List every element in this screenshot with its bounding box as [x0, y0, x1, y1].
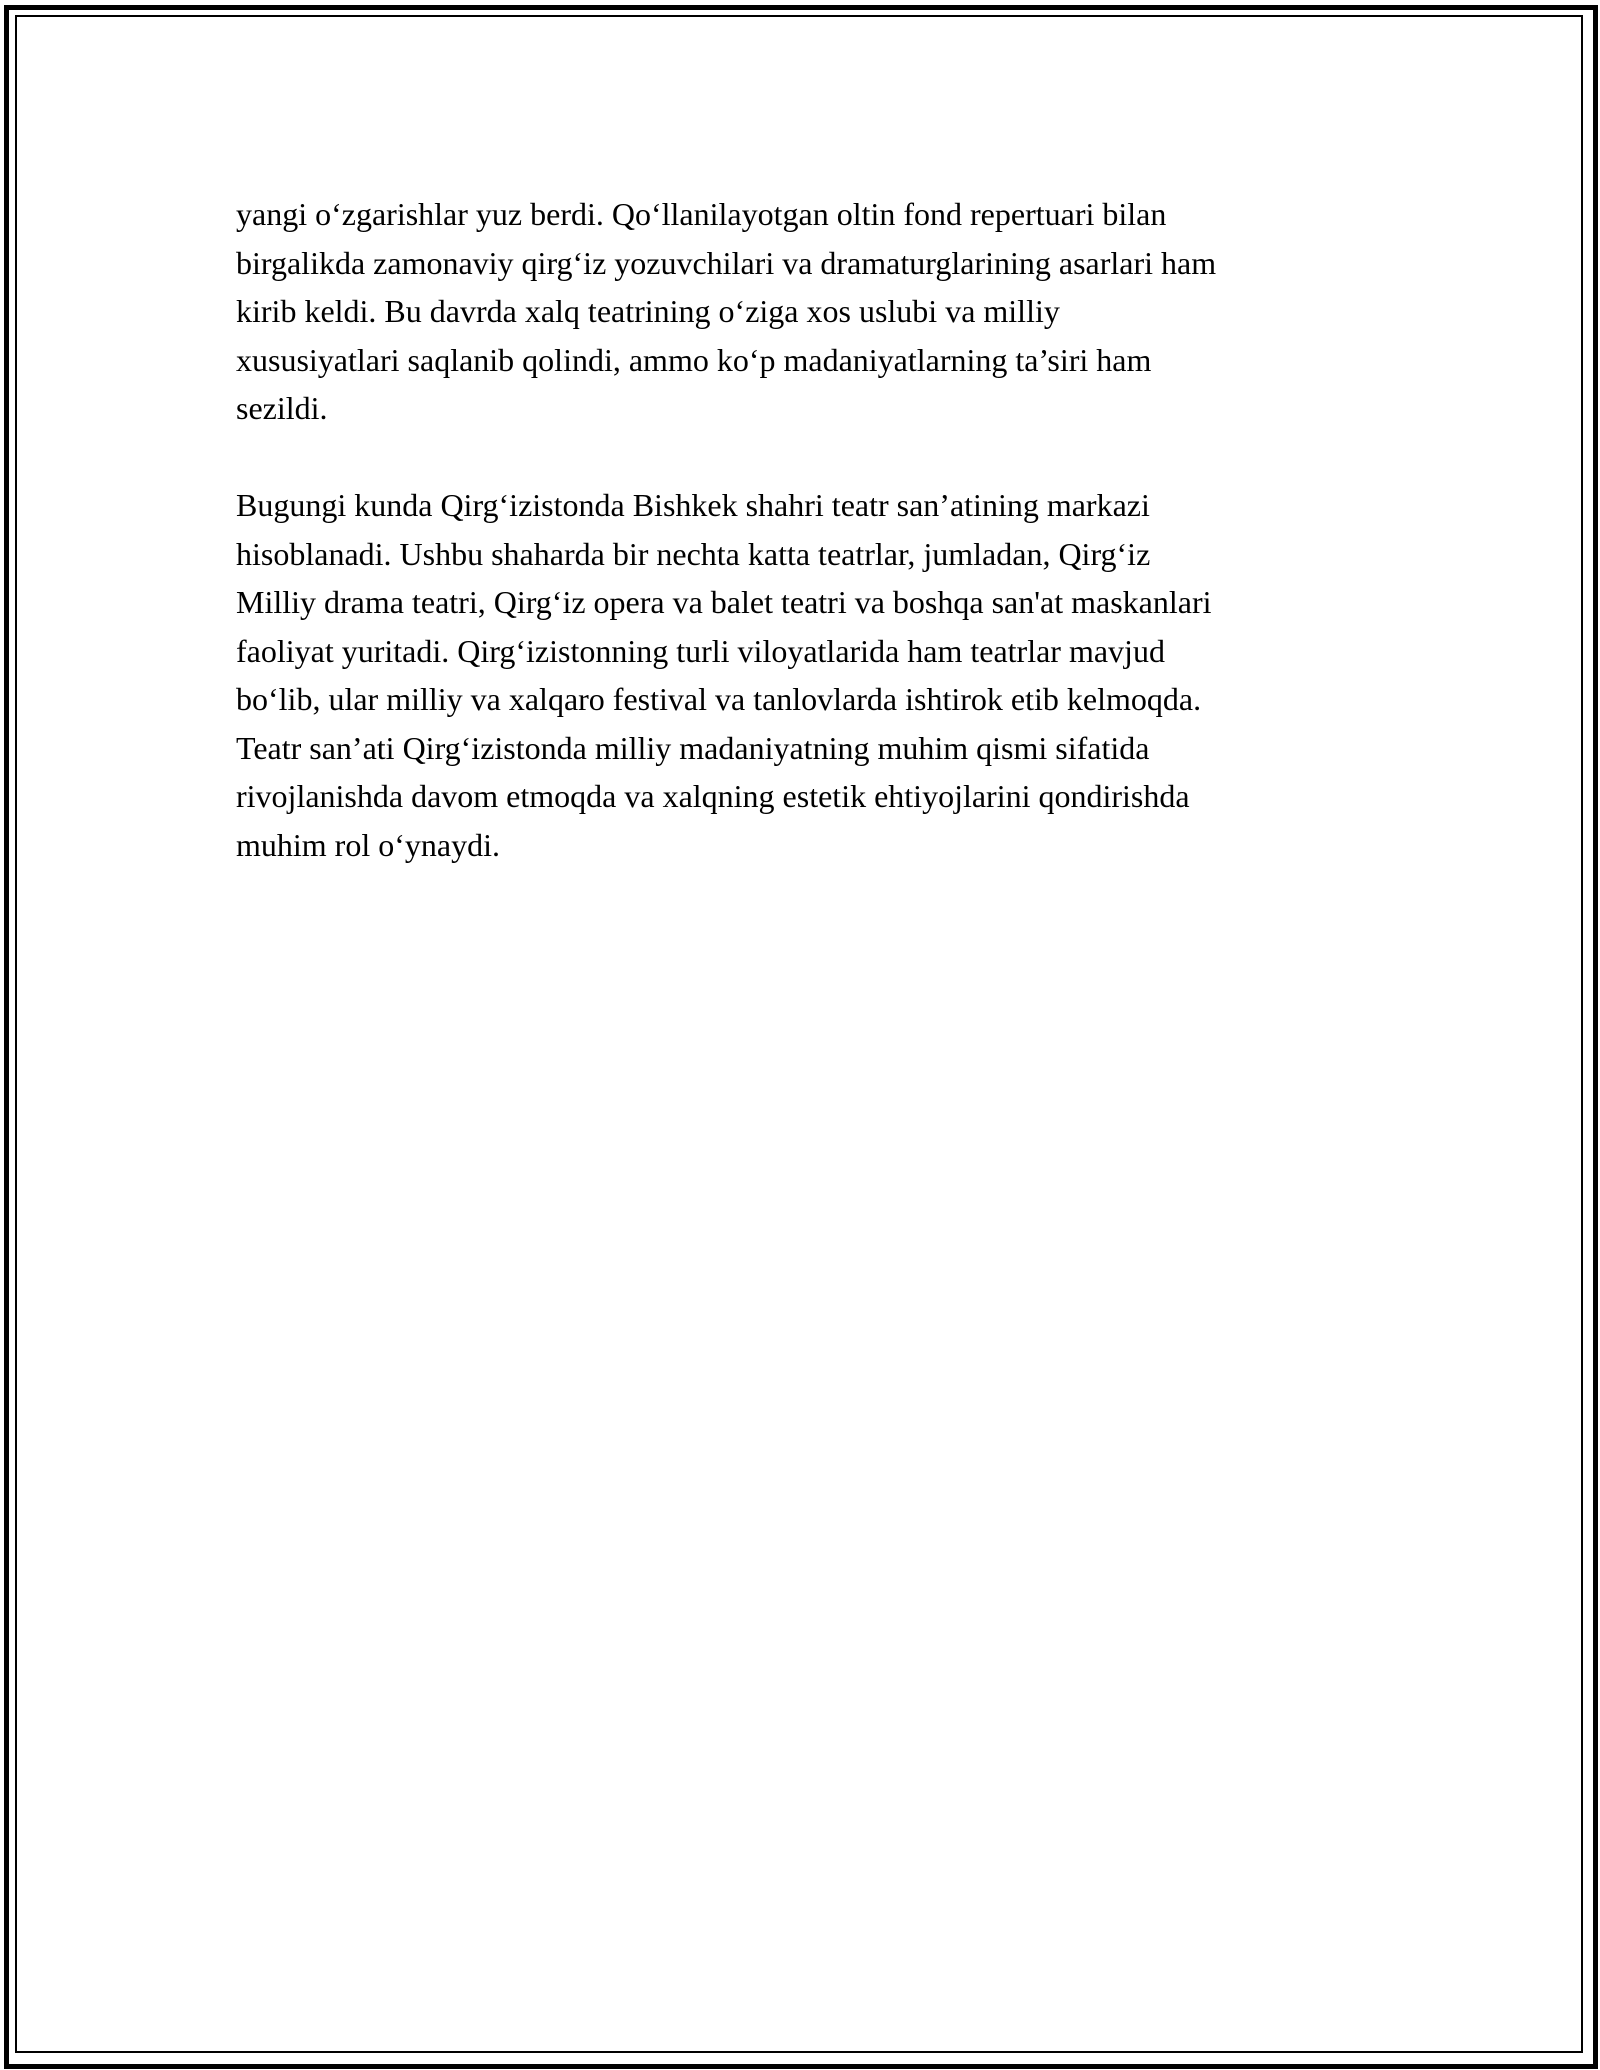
- paragraph-1: yangi o‘zgarishlar yuz berdi. Qo‘llanilayotgan oltin fond repertuari bilan birgalikda zamonaviy qirg‘iz yozuvchilari va dramaturglarining asarlari ham kirib keldi. Bu davrda xalq teatrining o‘ziga xos uslubi va milliy xususiyatlari saqlanib qolindi, ammo ko‘p madaniyatlarning ta’siri ham sezildi.: [236, 196, 1217, 426]
- paragraph-2: Bugungi kunda Qirg‘izistonda Bishkek shahri teatr san’atining markazi hisoblanadi. Ushbu shaharda bir nechta katta teatrlar, jumladan, Qirg‘iz Milliy drama teatri, Qirg‘iz opera va balet teatri va boshqa san'at maskanlari faoliyat yuritadi. Qirg‘izistonning turli viloyatlarida ham teatrlar mavjud bo‘lib, ular milliy va xalqaro festival va tanlovlarda ishtirok etib kelmoqda. Teatr san’ati Qirg‘izistonda milliy madaniyatning muhim qismi sifatida rivojlanishda davom etmoqda va xalqning estetik ehtiyojlarini qondirishda muhim rol o‘ynaydi.: [236, 487, 1212, 863]
- document-body: [236, 190, 1376, 869]
